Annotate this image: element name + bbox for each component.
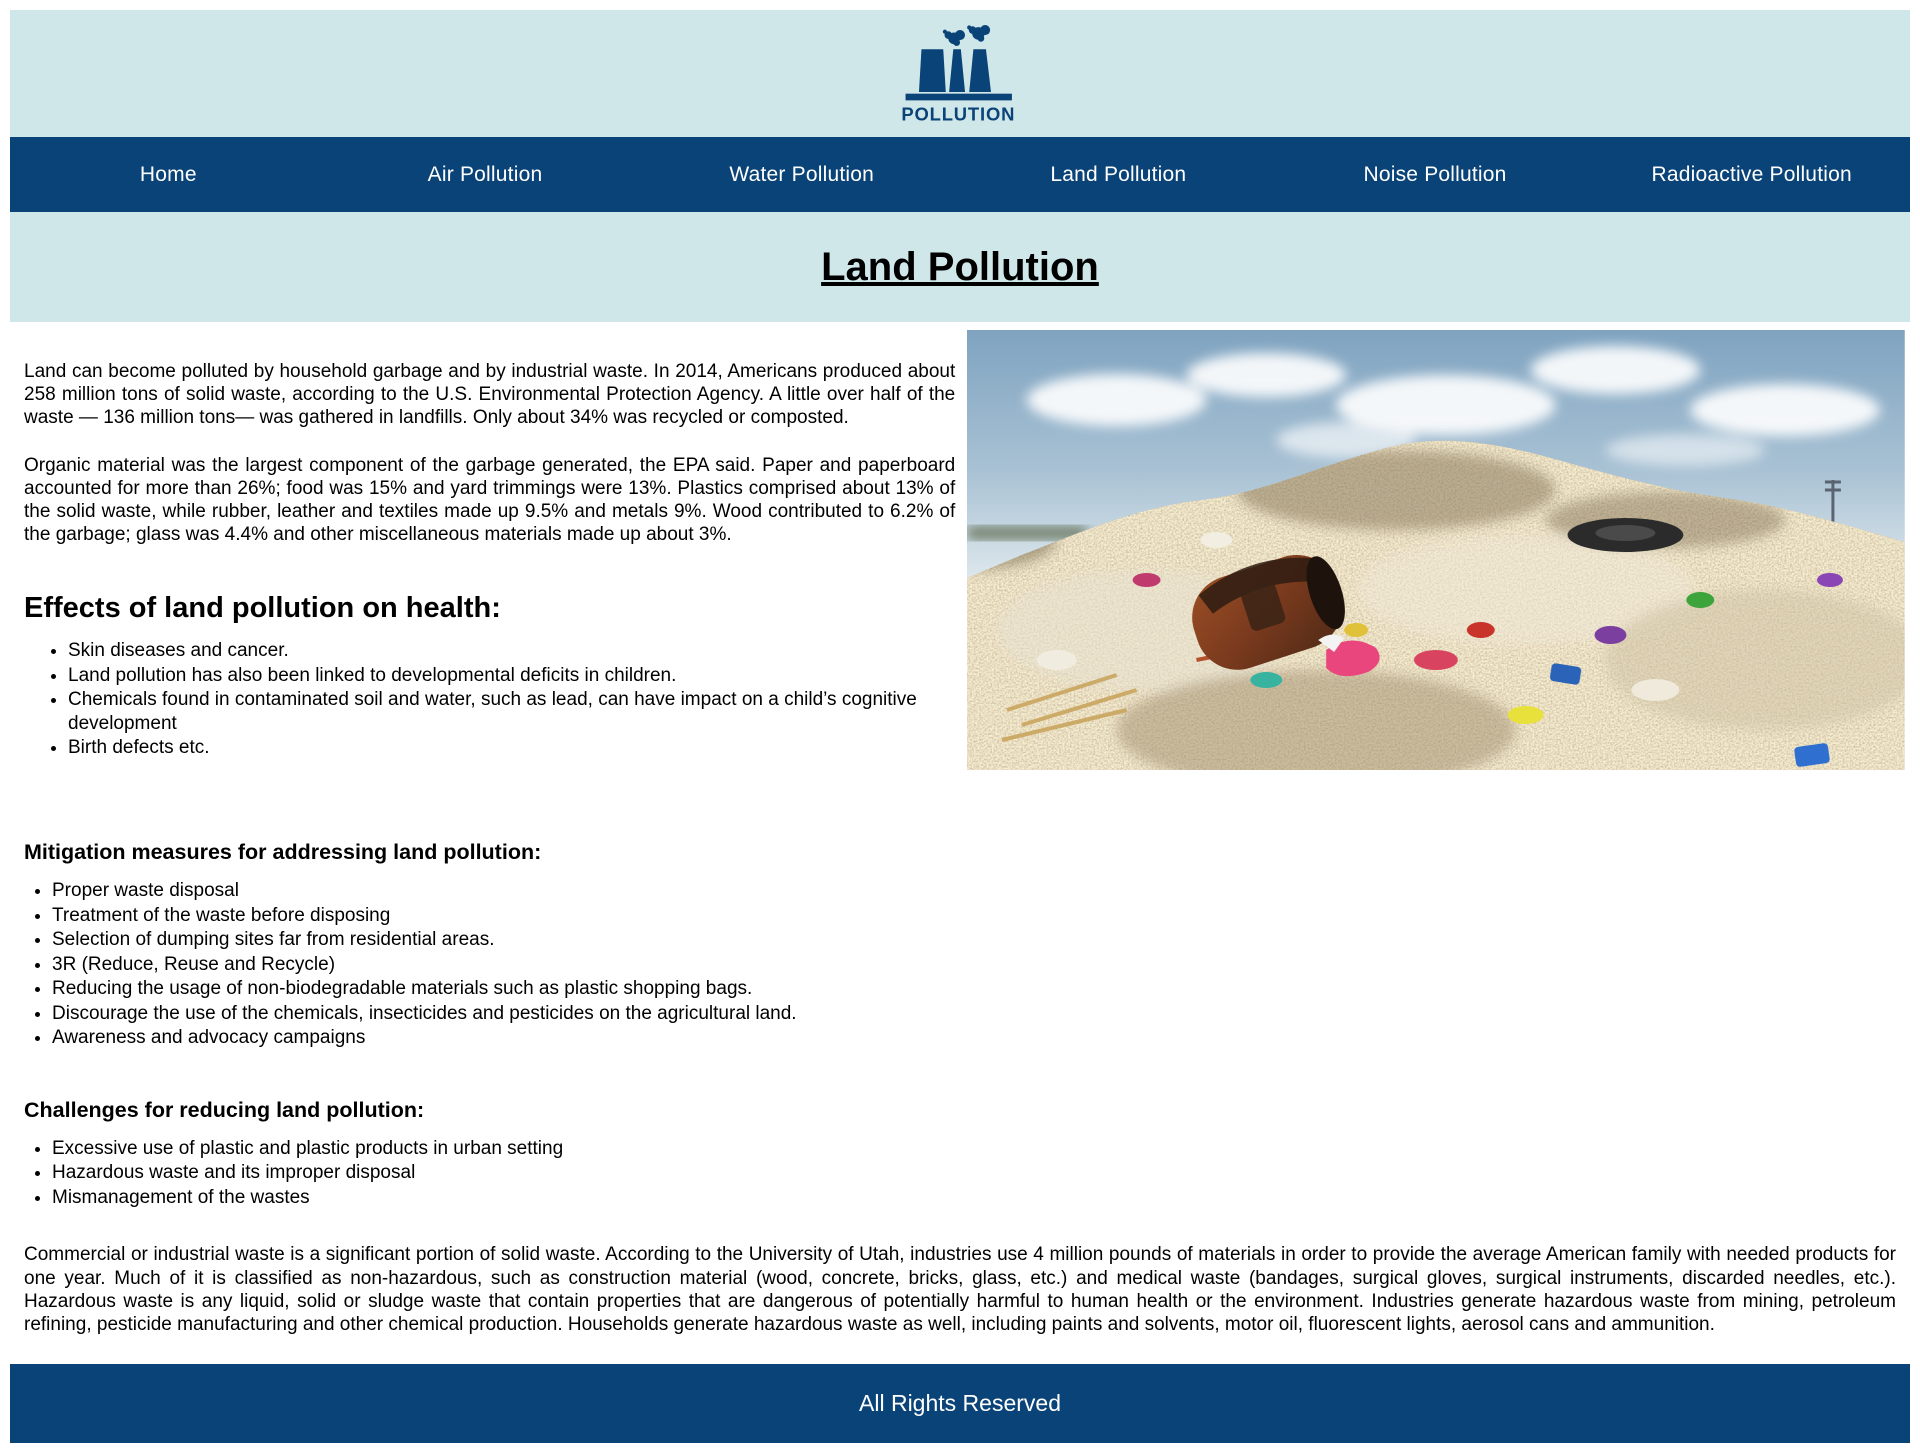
list-item: • Hazardous waste and its improper disposal	[52, 1161, 1910, 1185]
tire	[1568, 518, 1684, 552]
list-item: • Proper waste disposal	[52, 879, 1910, 903]
list-item: • Awareness and advocacy campaigns	[52, 1026, 1910, 1050]
nav-item-air-pollution[interactable]: Air Pollution	[427, 162, 543, 186]
page	[10, 10, 1910, 1443]
list-item: • 3R (Reduce, Reuse and Recycle)	[52, 953, 1910, 977]
effects-list	[24, 639, 955, 760]
footer-text: All Rights Reserved	[859, 1390, 1061, 1417]
intro-paragraph-1: Land can become polluted by household garbage and by industrial waste. In 2014, Americans produced about 258 million tons of solid waste, according to the U.S. Environmental Protection Agency. A little over half of the waste — 136 million tons— was gathered in landfills. Only about 34% was recycled or composted.	[24, 361, 956, 429]
page-title: Land Pollution	[821, 244, 1099, 289]
site-footer	[10, 1364, 1910, 1443]
pollution-factory-icon	[893, 18, 1027, 130]
main-nav	[10, 137, 1910, 212]
site-header	[10, 10, 1910, 137]
mitigation-heading: Mitigation measures for addressing land pollution:	[24, 840, 542, 864]
list-item: • Skin diseases and cancer.	[68, 639, 955, 663]
mitigation-list	[10, 879, 1910, 1050]
intro-text-column	[10, 330, 967, 761]
landfill-photo	[967, 330, 1905, 770]
outro-paragraph: Commercial or industrial waste is a significant portion of solid waste. According to the University of Utah, industries use 4 million pounds of materials in order to provide the average American family with needed products for one year. Much of it is classified as non-hazardous, such as construction material (wood, concrete, bricks, glass, etc.) and medical waste (bandages, surgical gloves, surgical instruments, discarded needles, etc.). Hazardous waste is any liquid, solid or sludge waste that contain properties that are dangerous of potentially harmful to human health or the environment. Industries generate hazardous waste from mining, petroleum refining, pesticide manufacturing and other chemical production. Households generate hazardous waste as well, including paints and solvents, motor oil, fluorescent lights, aerosol cans and ammunition.	[24, 1244, 1896, 1335]
site-logo	[893, 18, 1027, 130]
list-item: • Birth defects etc.	[68, 736, 955, 760]
list-item: • Land pollution has also been linked to developmental deficits in children.	[68, 664, 955, 688]
nav-item-noise-pollution[interactable]: Noise Pollution	[1363, 162, 1507, 186]
list-item: • Chemicals found in contaminated soil and water, such as lead, can have impact on a child’s cognitive development	[68, 688, 955, 735]
svg-text:POLLUTION: POLLUTION	[901, 102, 1016, 124]
list-item: • Treatment of the waste before disposing	[52, 904, 1910, 928]
list-item: • Mismanagement of the wastes	[52, 1186, 1910, 1210]
nav-item-water-pollution[interactable]: Water Pollution	[729, 162, 874, 186]
main-content	[10, 322, 1910, 1364]
list-item: • Selection of dumping sites far from residential areas.	[52, 928, 1910, 952]
challenges-heading: Challenges for reducing land pollution:	[24, 1097, 425, 1122]
title-band	[10, 212, 1910, 322]
smoke-icon	[943, 29, 965, 45]
list-item: • Reducing the usage of non-biodegradable materials such as plastic shopping bags.	[52, 977, 1910, 1001]
intro-paragraph-2: Organic material was the largest component of the garbage generated, the EPA said. Paper and paperboard accounted for more than 26%; food was 15% and yard trimmings were 13%. Plastics comprised about 13% of the solid waste, while rubber, leather and textiles made up 9.5% and metals 9%. Wood contributed to 6.2% of the garbage; glass was 4.4% and other miscellaneous materials made up about 3%.	[24, 454, 956, 546]
nav-item-land-pollution[interactable]: Land Pollution	[1050, 162, 1187, 186]
effects-heading: Effects of land pollution on health:	[24, 592, 501, 625]
smoke-icon	[967, 25, 990, 42]
nav-item-radioactive-pollution[interactable]: Radioactive Pollution	[1651, 162, 1852, 186]
list-item: • Discourage the use of the chemicals, insecticides and pesticides on the agricultural land.	[52, 1002, 1910, 1026]
nav-item-home[interactable]: Home	[139, 162, 197, 186]
list-item: • Excessive use of plastic and plastic products in urban setting	[52, 1137, 1910, 1161]
challenges-list	[10, 1137, 1910, 1210]
